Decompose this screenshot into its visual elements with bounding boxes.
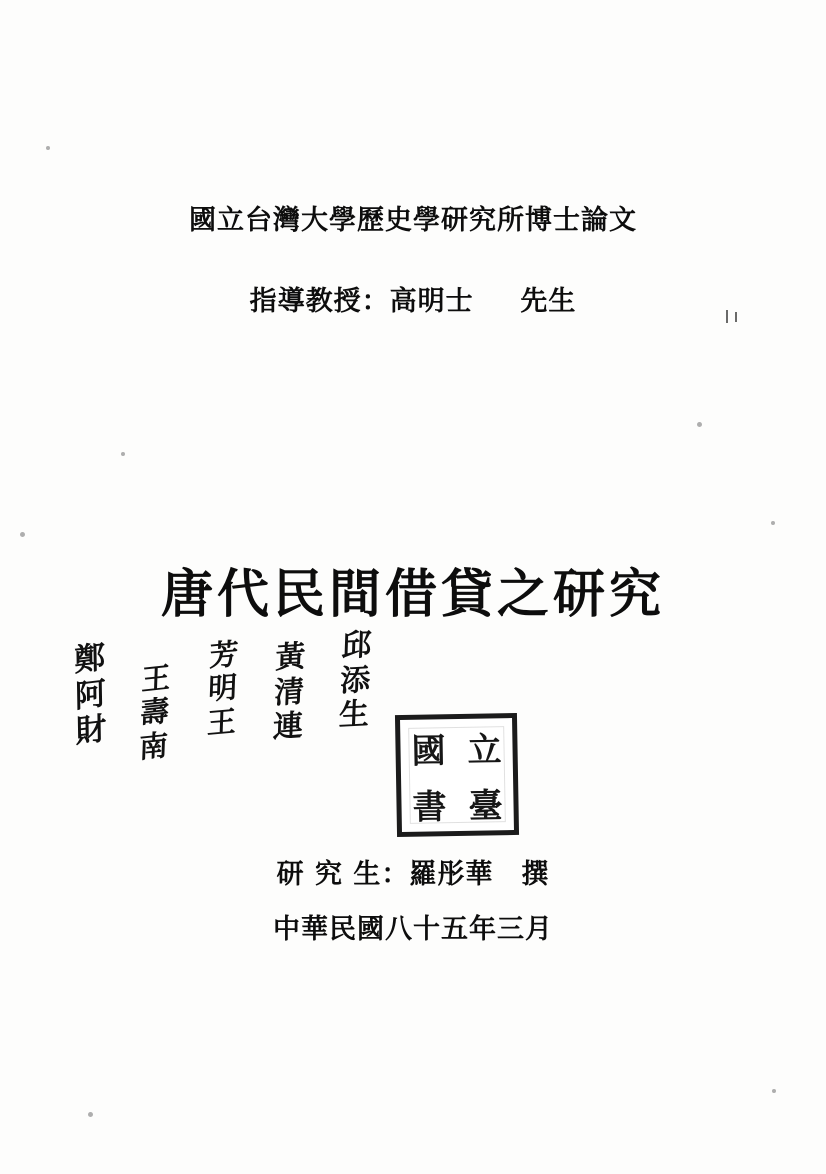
scan-speckle [46,146,50,150]
signature-3: 芳 明 王 [206,636,239,741]
advisor-suffix: 先生 [520,286,577,317]
date-line: 中華民國八十五年三月 [273,914,553,945]
advisor-line [0,279,826,318]
seal-char-1: 國 [411,730,446,772]
signature-4: 黃 清 連 [272,638,306,746]
seal-char-3: 書 [412,786,447,828]
seal-char-4: 臺 [468,785,503,827]
scan-speckle [20,532,25,537]
institution-line: 國立台灣大學歷史學研究所博士論文 [189,205,637,236]
scan-speckle [121,452,125,456]
signature-1: 鄭 阿 財 [73,639,107,751]
library-seal [395,713,519,837]
page-title: 唐代民間借貸之研究 [160,565,665,625]
cover-footer [0,852,826,946]
scan-speckle [88,1112,93,1117]
signature-block [70,627,400,840]
scan-speckle [772,1089,776,1093]
scan-speckle [771,521,775,525]
signature-5: 邱 添 生 [338,627,372,734]
cover-header [0,198,826,318]
signature-2: 王 壽 南 [138,659,171,765]
seal-char-2: 立 [467,729,502,771]
advisor-label: 指導教授：高明士 [249,286,474,317]
author-line: 研 究 生：羅彤華 撰 [276,859,550,890]
scan-speckle [697,422,702,427]
